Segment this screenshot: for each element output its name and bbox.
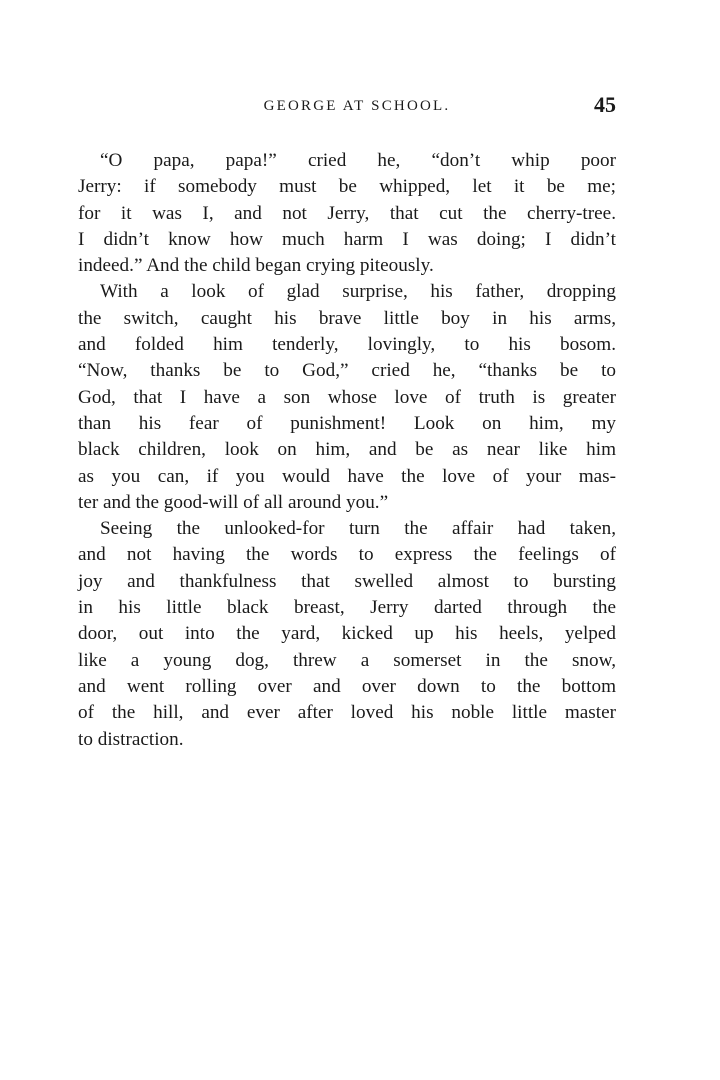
text-line: and went rolling over and over down to the bottom — [78, 675, 616, 697]
text-line: “Now, thanks be to God,” cried he, “thanks be to — [78, 360, 616, 382]
text-line: like a young dog, threw a somerset in the snow, — [78, 649, 616, 671]
text-line: the switch, caught his brave little boy in his arms, — [78, 307, 616, 329]
text-line: for it was I, and not Jerry, that cut the cherry-tree. — [78, 202, 616, 224]
text-line: to distraction. — [78, 728, 184, 750]
page-number: 45 — [594, 92, 616, 117]
text-line: black children, look on him, and be as near like him — [78, 439, 616, 461]
text-line: God, that I have a son whose love of truth is greater — [78, 386, 616, 408]
text-line: ter and the good-will of all around you.” — [78, 491, 389, 513]
text-line: as you can, if you would have the love of your mas- — [78, 465, 616, 487]
text-line: and not having the words to express the feelings of — [78, 544, 616, 566]
running-head — [78, 92, 616, 124]
text-line: indeed.” And the child began crying piteously. — [78, 255, 434, 277]
text-line: joy and thankfulness that swelled almost to bursting — [78, 570, 616, 592]
text-line: Seeing the unlooked-for turn the affair had taken, — [100, 518, 616, 540]
text-line: and folded him tenderly, lovingly, to his bosom. — [78, 334, 616, 356]
running-title: GEORGE AT SCHOOL. — [263, 98, 451, 114]
text-line: I didn’t know how much harm I was doing; I didn’t — [78, 228, 616, 250]
text-line: in his little black breast, Jerry darted through the — [78, 597, 616, 619]
text-line: Jerry: if somebody must be whipped, let it be me; — [78, 176, 616, 198]
text-line: door, out into the yard, kicked up his heels, yelped — [78, 623, 616, 645]
text-line: than his fear of punishment! Look on him, my — [78, 412, 616, 434]
body-text — [78, 148, 616, 753]
text-line: of the hill, and ever after loved his noble little master — [78, 702, 616, 724]
text-line: With a look of glad surprise, his father, dropping — [100, 281, 616, 303]
text-line: “O papa, papa!” cried he, “don’t whip poor — [100, 150, 616, 171]
